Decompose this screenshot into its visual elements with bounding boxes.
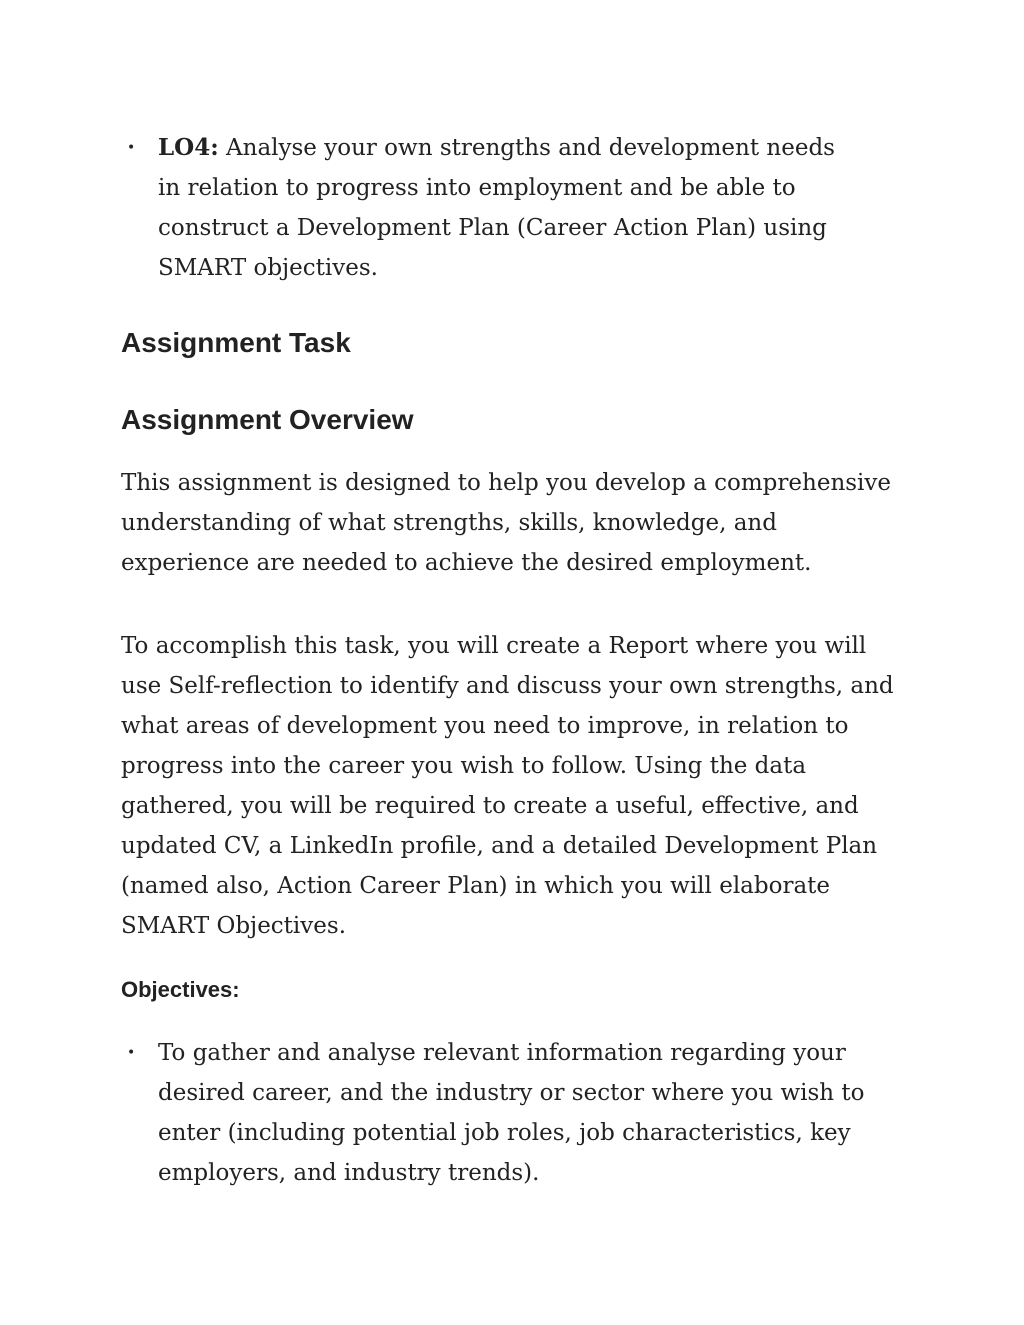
- bullet-icon: •: [127, 140, 136, 156]
- objective-text: To gather and analyse relevant information regarding your desired career, and the industry or sector where you wish to enter (including potential job roles, job characteristics, key employers, and industry trends).: [158, 1040, 865, 1186]
- learning-outcomes-list: [121, 128, 861, 288]
- intro-paragraph: This assignment is designed to help you develop a comprehensive understanding of what strengths, skills, knowledge, and experience are needed to achieve the desired employment.: [121, 470, 892, 576]
- task-paragraph: To accomplish this task, you will create a Report where you will use Self-reflection to identify and discuss your own strengths, and what areas of development you need to improve, in relation to progress into the career you wish to follow. Using the data gathered, you will be required to create a useful, effective, and updated CV, a LinkedIn profile, and a detailed Development Plan (named also, Action Career Plan) in which you will elaborate SMART Objectives.: [121, 633, 894, 939]
- objective-item: [121, 1033, 881, 1193]
- document-page: [121, 128, 911, 1193]
- learning-outcome-text: Analyse your own strengths and development needs in relation to progress into employment and be able to construct a Development Plan (Career Action Plan) using SMART objectives.: [158, 135, 835, 281]
- assignment-overview-heading: Assignment Overview: [121, 404, 414, 435]
- learning-outcome-label: LO4:: [158, 134, 219, 161]
- objectives-list: [121, 1033, 881, 1193]
- objectives-heading: Objectives:: [121, 977, 240, 1002]
- bullet-icon: •: [127, 1045, 136, 1061]
- assignment-task-heading: Assignment Task: [121, 327, 351, 358]
- learning-outcome-item: [121, 128, 861, 288]
